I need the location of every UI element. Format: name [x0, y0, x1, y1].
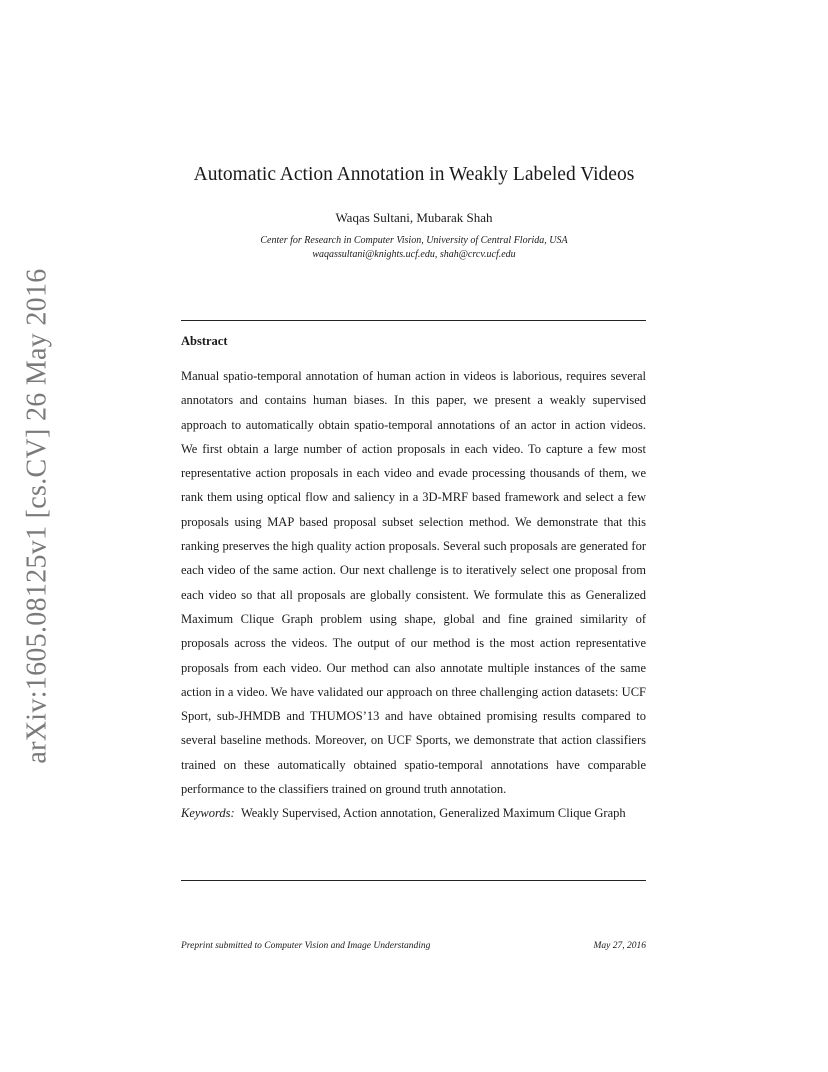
bottom-rule [181, 880, 646, 881]
preprint-note: Preprint submitted to Computer Vision and Image Understanding [181, 941, 431, 951]
abstract-section [181, 364, 646, 826]
keywords-text: Weakly Supervised, Action annotation, Generalized Maximum Clique Graph [240, 806, 626, 821]
abstract-text: Manual spatio-temporal annotation of human action in videos is laborious, requires several annotators and contains human biases. In this paper, we present a weakly supervised approach to automatically obtain spatio-temporal annotations of an actor in action videos. We first obtain a large number of action proposals in each video. To capture a few most representative action proposals in each video and evade processing thousands of them, we rank them using optical flow and saliency in a 3D-MRF based framework and select a few proposals using MAP based proposal subset selection method. We demonstrate that this ranking preserves the high quality action proposals. Several such proposals are generated for each video of the same action. Our next challenge is to iteratively select one proposal from each video so that all proposals are globally consistent. We formulate this as Generalized Maximum Clique Graph problem using shape, global and fine grained similarity of proposals across the videos. The output of our method is the most action representative proposals from each video. Our method can also annotate multiple instances of the same action in a video. We have validated our approach on three challenging action datasets: UCF Sport, sub-JHMDB and THUMOS’13 and have obtained promising results compared to several baseline methods. Moreover, on UCF Sports, we demonstrate that action classifiers trained on these automatically obtained spatio-temporal annotations have comparable performance to the classifiers trained on ground truth annotation. [181, 369, 646, 797]
footer-date: May 27, 2016 [593, 941, 646, 951]
affiliation-block [0, 234, 828, 262]
keywords-label: Keywords: [181, 806, 235, 821]
page-footer [181, 941, 646, 951]
top-rule [181, 320, 646, 321]
arxiv-side-stamp [20, 268, 56, 764]
author-list: Waqas Sultani, Mubarak Shah [335, 210, 493, 225]
paper-title: Automatic Action Annotation in Weakly Labeled Videos [193, 164, 635, 185]
affiliation-text: Center for Research in Computer Vision, University of Central Florida, USA [260, 235, 568, 246]
arxiv-stamp-text: arXiv:1605.08125v1 [cs.CV] 26 May 2016 [22, 268, 53, 764]
abstract-heading: Abstract [181, 334, 228, 348]
keywords-line [181, 801, 646, 825]
author-emails: waqassultani@knights.ucf.edu, shah@crcv.ucf.edu [312, 249, 516, 260]
